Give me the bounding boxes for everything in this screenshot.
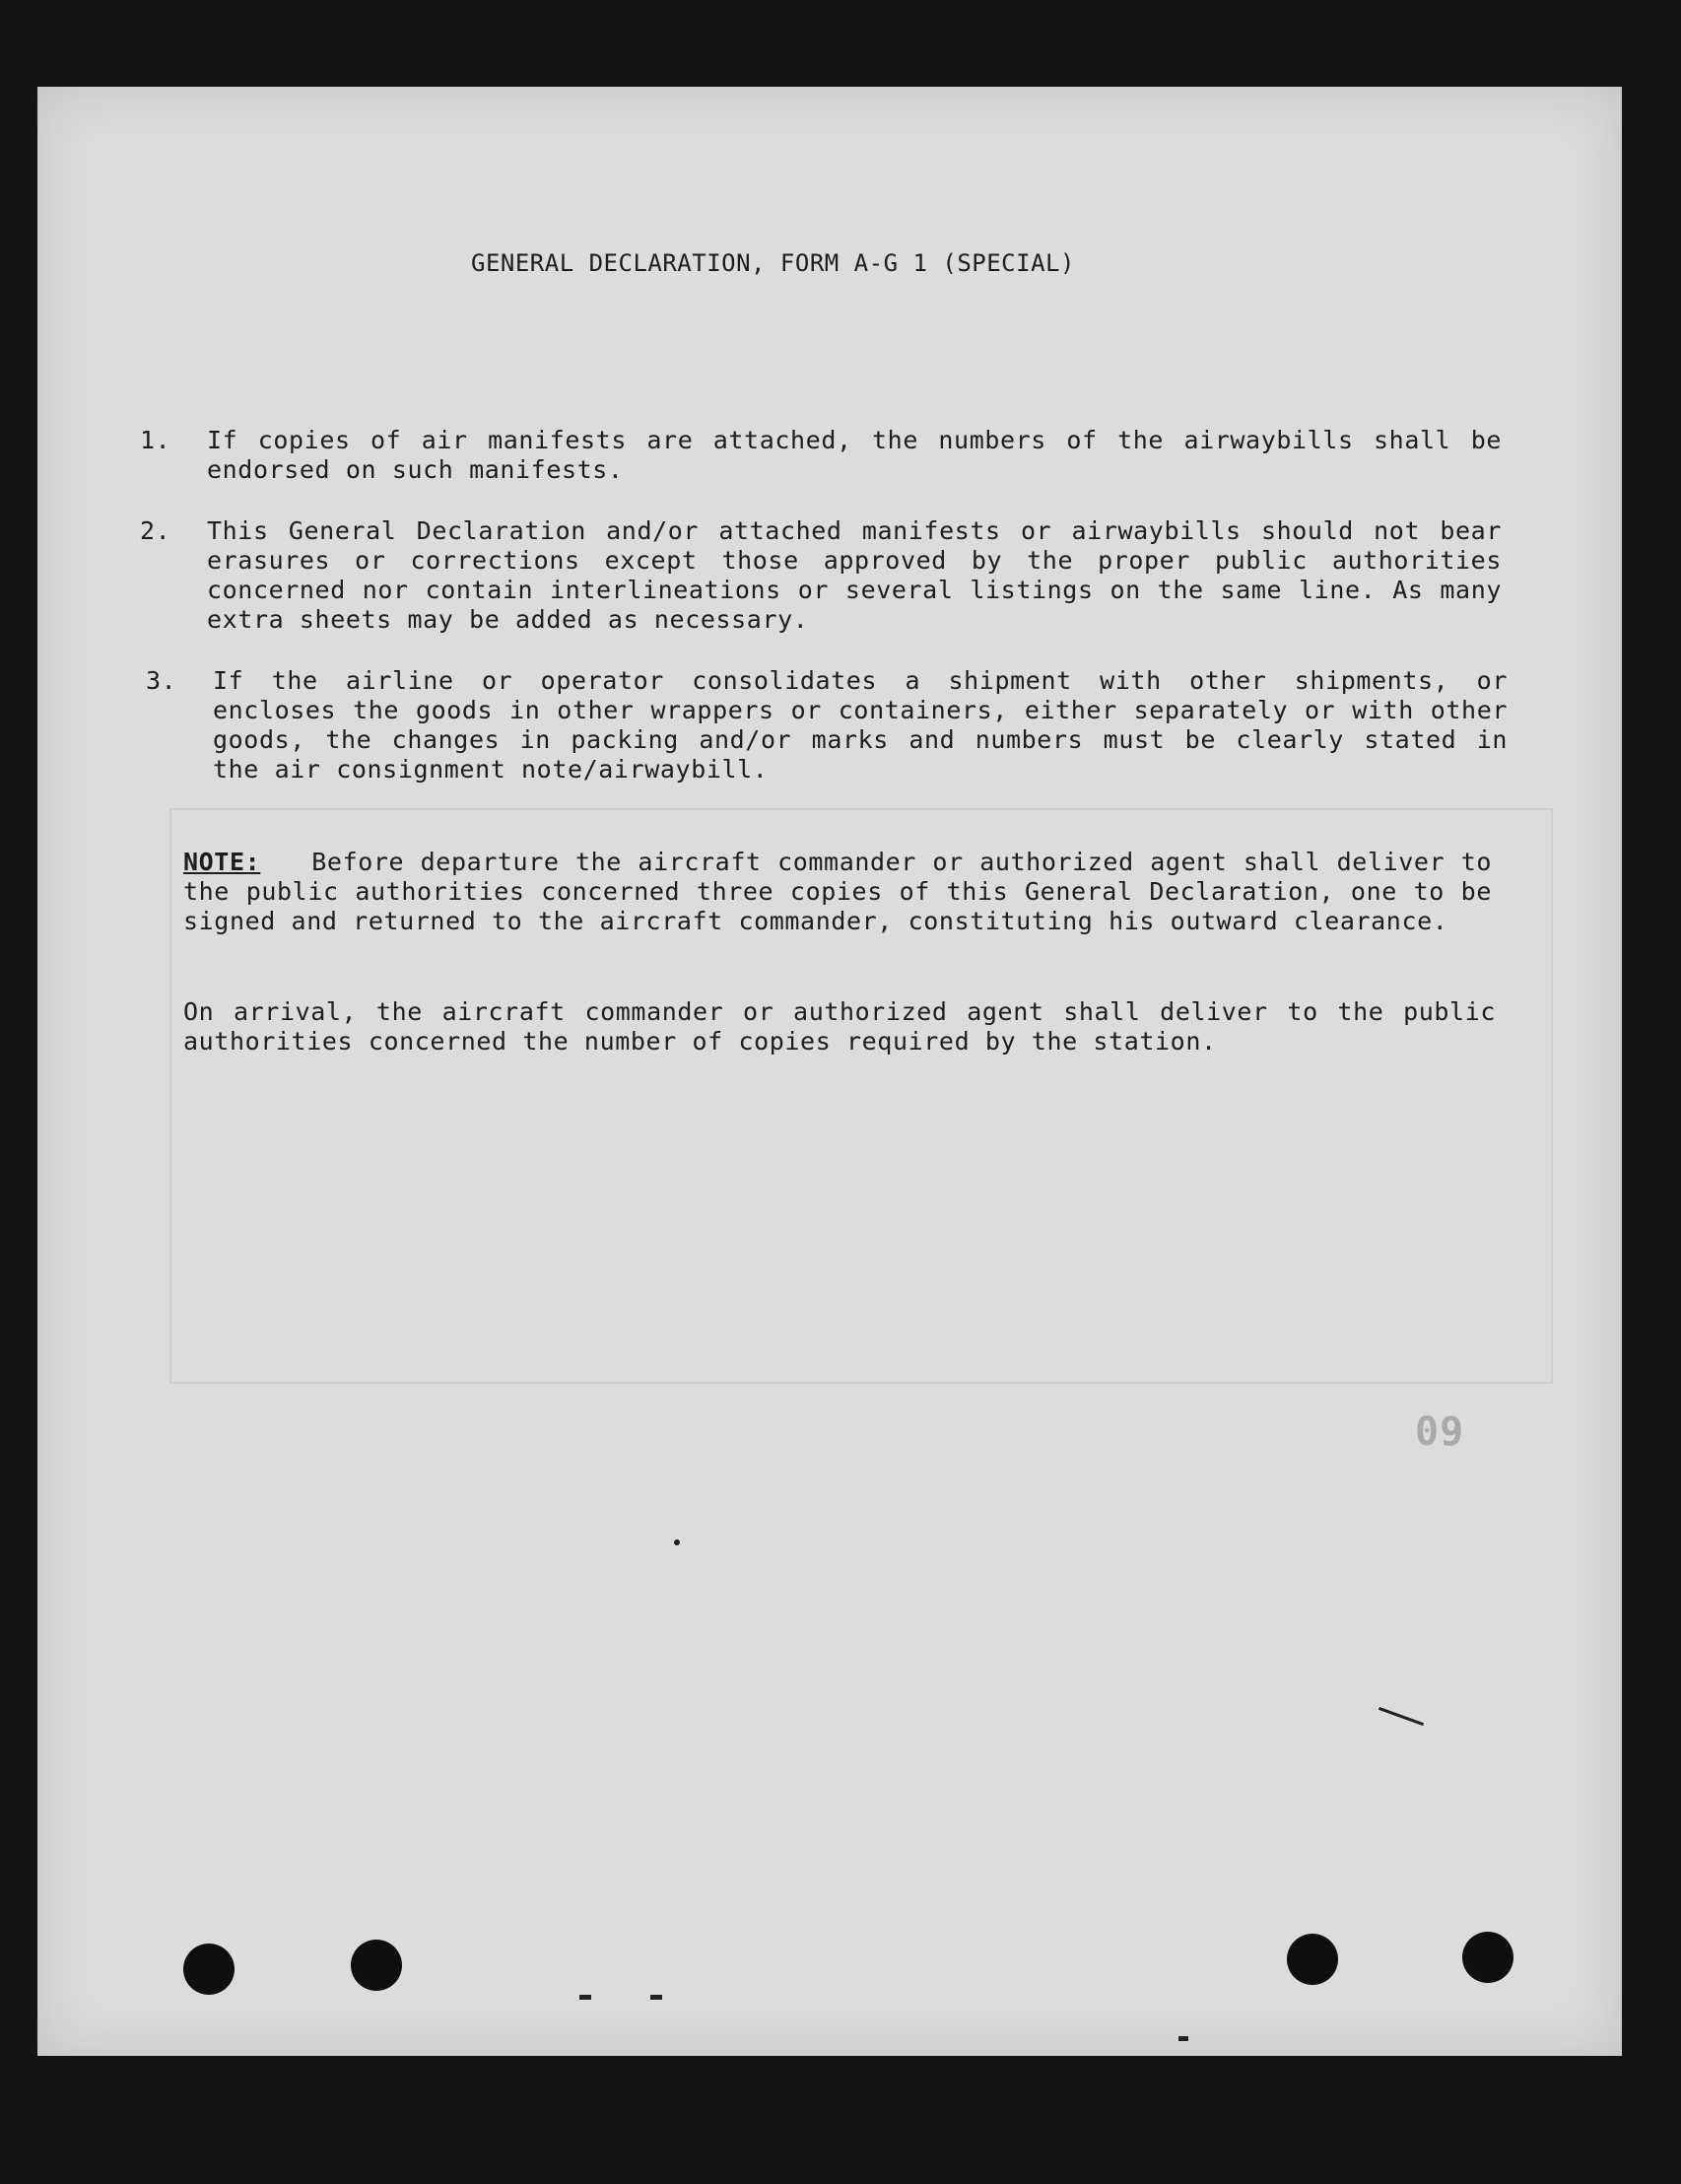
note-paragraph (183, 848, 1492, 936)
item-number: 3. (146, 666, 177, 695)
punch-hole (351, 1940, 402, 1991)
item-number: 2. (140, 516, 171, 545)
instruction-item-2 (140, 516, 1502, 635)
punch-hole (1462, 1932, 1513, 1983)
document-title: GENERAL DECLARATION, FORM A-G 1 (SPECIAL) (471, 249, 1075, 277)
item-text: If copies of air manifests are attached, the numbers of the airwaybills shall be endorsed on such manifests. (207, 426, 1502, 484)
punch-hole (1287, 1934, 1338, 1985)
item-number: 1. (140, 426, 171, 454)
instruction-item-3 (146, 666, 1508, 785)
scan-speck (1178, 2036, 1188, 2041)
arrival-paragraph: On arrival, the aircraft commander or authorized agent shall deliver to the public authorities concerned the number of copies required by the station. (183, 997, 1496, 1056)
note-label: NOTE: (183, 848, 261, 876)
note-text: Before departure the aircraft commander or authorized agent shall deliver to the public authorities concerned three copies of this General Declaration, one to be signed and returned to the aircraft commander, constituting his outward clearance. (183, 848, 1492, 935)
bleed-through-number: 09 (1415, 1409, 1465, 1455)
scan-speck (650, 1995, 662, 2000)
scan-speck (674, 1539, 680, 1545)
instruction-item-1 (140, 426, 1502, 485)
punch-hole (183, 1944, 235, 1995)
item-text: If the airline or operator consolidates a shipment with other shipments, or encloses the goods in other wrappers or containers, either separately or with other goods, the changes in packing and/or marks and numbers must be clearly stated in the air consignment note/airwaybill. (213, 666, 1508, 784)
scan-speck (579, 1995, 591, 2000)
item-text: This General Declaration and/or attached manifests or airwaybills should not bear erasures or corrections except those approved by the proper public authorities concerned nor contain interlineations or several listings on the same line. As many extra sheets may be added as necessary. (207, 516, 1502, 634)
